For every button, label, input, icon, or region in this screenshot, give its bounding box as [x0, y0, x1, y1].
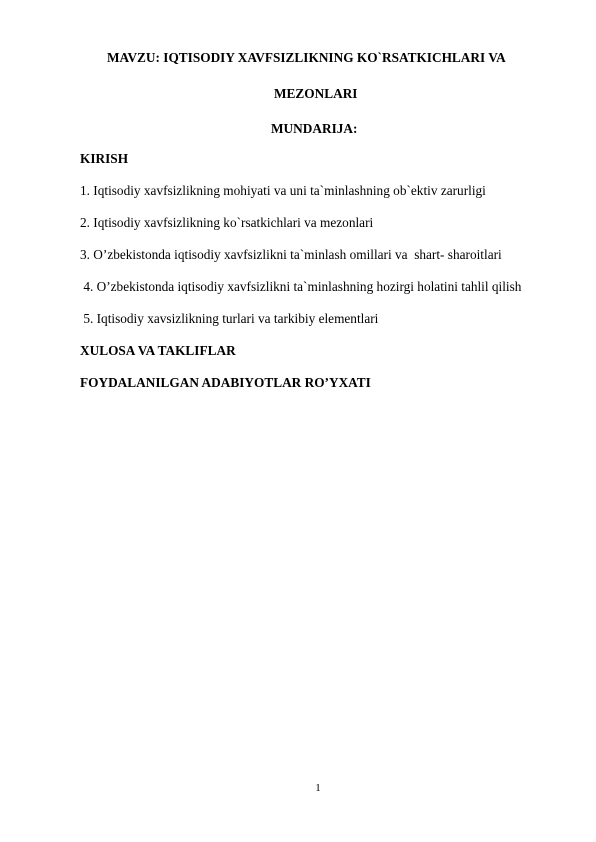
toc-item-2: 2. Iqtisodiy xavfsizlikning ko`rsatkichlari va mezonlari	[80, 215, 374, 230]
toc-item-references: FOYDALANILGAN ADABIYOTLAR RO’YXATI	[80, 375, 371, 390]
toc-heading: MUNDARIJA:	[271, 121, 358, 136]
toc-item-1: 1. Iqtisodiy xavfsizlikning mohiyati va uni ta`minlashning ob`ektiv zarurligi	[80, 183, 486, 198]
title-line-2: MEZONLARI	[274, 86, 358, 101]
toc-item-intro: KIRISH	[80, 151, 129, 166]
title-line-1: MAVZU: IQTISODIY XAVFSIZLIKNING KO`RSATKICHLARI VA	[107, 50, 506, 65]
toc-item-5: 5. Iqtisodiy xavsizlikning turlari va tarkibiy elementlari	[80, 311, 379, 326]
toc-item-conclusion: XULOSA VA TAKLIFLAR	[80, 343, 236, 358]
page-number: 1	[315, 782, 321, 794]
toc-item-4: 4. O’zbekistonda iqtisodiy xavfsizlikni ta`minlashning hozirgi holatini tahlil qilish	[80, 279, 522, 294]
toc-item-3: 3. O’zbekistonda iqtisodiy xavfsizlikni ta`minlash omillari va shart- sharoitlari	[80, 247, 502, 262]
